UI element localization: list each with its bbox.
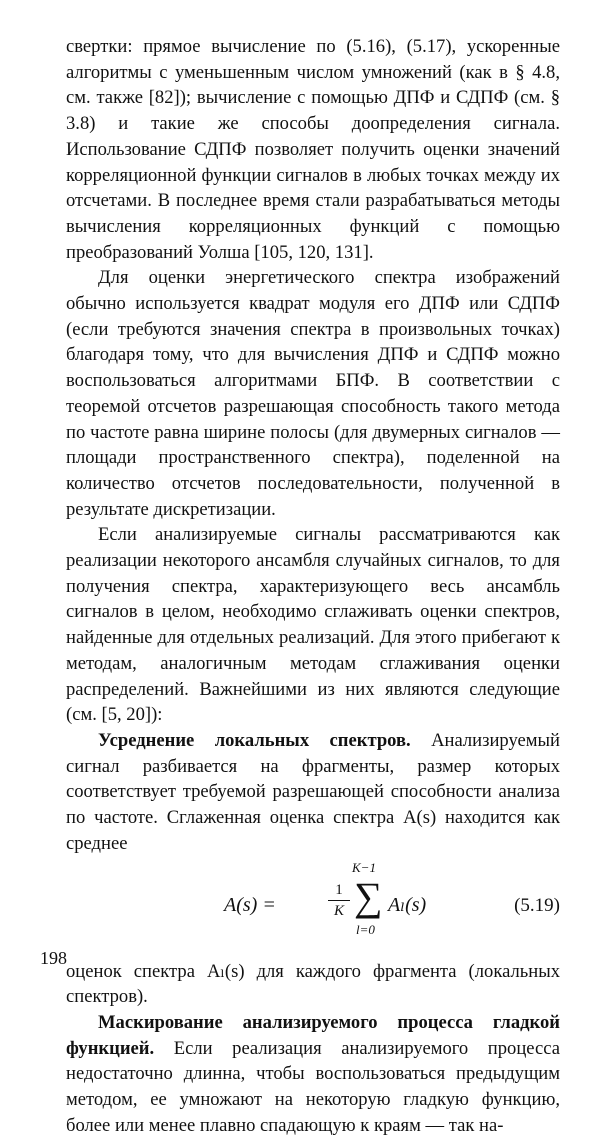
paragraph-4 xyxy=(66,728,560,857)
paragraph-4-text: Анализируемый сигнал разбивается на фрагменты, размер которых соответствует требуемой разрешающей способности анализа по частоте. Сглаженная оценка спектра A(s) находится как среднее xyxy=(66,729,560,854)
sigma-symbol: ∑ xyxy=(354,873,383,919)
equation-number: (5.19) xyxy=(514,894,560,916)
paragraph-6-text: Если реализация анализируемого процесса недостаточно длинна, чтобы воспользоваться предыдущим методом, ее умножают на некоторую гладкую функцию, более или менее плавно спадающую к краям — так на- xyxy=(66,1037,560,1136)
formula-lhs: A(s) = xyxy=(224,893,276,916)
formula-fraction xyxy=(328,881,350,920)
fraction-bar xyxy=(328,900,350,901)
paragraph-4-heading: Усреднение локальных спектров. xyxy=(98,729,411,751)
paragraph-6 xyxy=(66,1010,560,1138)
paragraph-5: оценок спектра Aₗ(s) для каждого фрагмента (локальных спектров). xyxy=(66,960,560,1008)
sum-upper-limit: K−1 xyxy=(352,859,376,875)
paragraph-2: Для оценки энергетического спектра изображений обычно используется квадрат модуля его ДПФ или СДПФ (если требуются значения спектра в произвольных точках) благодаря тому, что для вычисления ДПФ и СДПФ можно воспользоваться алгоритмами БПФ. В соответствии с теоремой отсчетов разрешающая способность такого метода по частоте равна ширине полосы (для двумерных сигналов — площади пространственного спектра), поделенной на количество отсчетов последовательности, полученной в результате дискретизации. xyxy=(66,267,560,520)
page-body xyxy=(66,34,560,1138)
sum-lower-limit: l=0 xyxy=(356,921,375,937)
formula-expression xyxy=(224,861,454,953)
formula-numerator: 1 xyxy=(335,881,343,898)
page-number: 198 xyxy=(40,948,67,968)
formula-5-19 xyxy=(66,861,560,953)
formula-term: Aₗ(s) xyxy=(388,893,427,916)
formula-denominator: K xyxy=(333,902,344,919)
paragraph-1: свертки: прямое вычисление по (5.16), (5.17), ускоренные алгоритмы с уменьшенным числом умножений (как в § 4.8, см. также [82]); вычисление с помощью ДПФ и СДПФ (см. § 3.8) и такие же способы доопределения сигнала. Использование СДПФ позволяет получить оценки значений корреляционной функции сигналов в любых точках между их отсчетами. В последнее время стали разрабатываться методы вычисления корреляционных функций с помощью преобразований Уолша [105, 120, 131]. xyxy=(66,36,560,263)
paragraph-3: Если анализируемые сигналы рассматриваются как реализации некоторого ансамбля случайных сигналов, то для получения спектра, характеризующего весь ансамбль сигналов в целом, необходимо сглаживать оценки спектров, найденные для отдельных реализаций. Для этого прибегают к методам, аналогичным методам сглаживания оценки распределений. Важнейшими из них являются следующие (см. [5, 20]): xyxy=(66,524,560,726)
paragraph-6-heading: Маскирование анализируемого процесса гладкой функцией. xyxy=(66,1011,560,1059)
